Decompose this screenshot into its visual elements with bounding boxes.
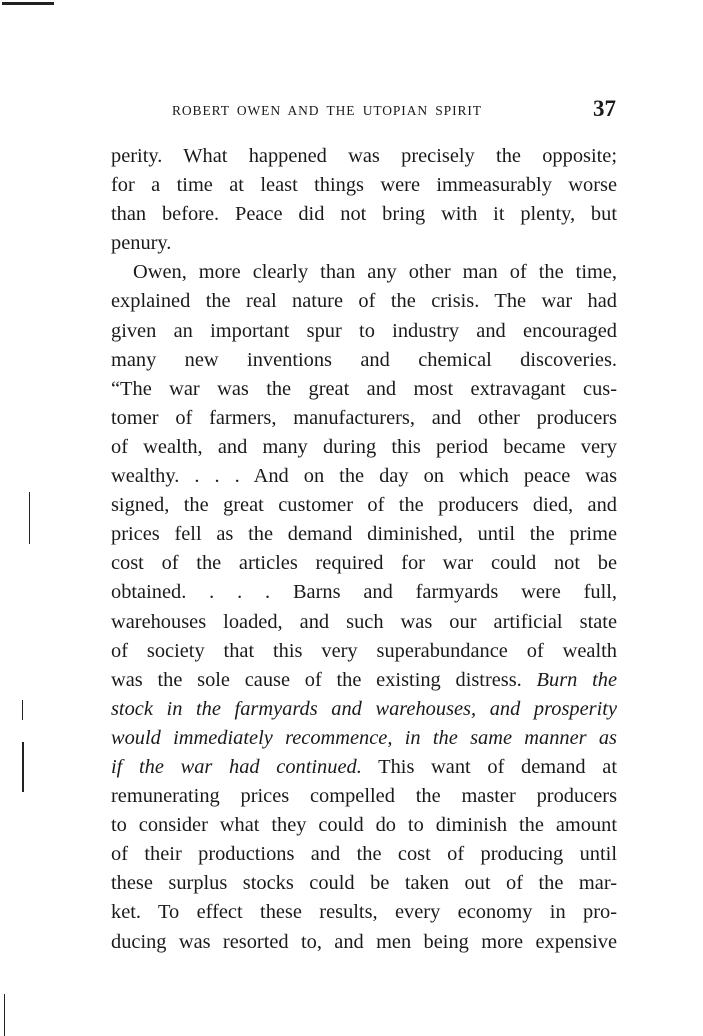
text-line: to consider what they could do to diminish the amount xyxy=(111,814,617,837)
text-line: cost of the articles required for war could not be xyxy=(111,552,617,575)
roman-text: This want of demand at xyxy=(378,755,617,778)
text-line: warehouses loaded, and such was our artificial state xyxy=(111,610,617,633)
scan-mark-bottom-left xyxy=(4,994,5,1036)
italic-text: if the war had continued. xyxy=(111,755,362,778)
text-line: perity. What happened was precisely the opposite; xyxy=(111,145,617,167)
italic-line: stock in the farmyards and warehouses, and prosperity xyxy=(111,697,617,720)
scan-mark-top-left xyxy=(2,2,54,5)
text-line: remunerating prices compelled the master producers xyxy=(111,785,617,808)
mixed-style-line xyxy=(111,666,617,695)
body-text xyxy=(111,142,617,957)
text-line: of their productions and the cost of producing until xyxy=(111,843,617,866)
paragraph-start-line: Owen, more clearly than any other man of the time, xyxy=(133,261,617,284)
mixed-style-line xyxy=(111,753,617,782)
scan-mark-left-margin-1 xyxy=(29,492,30,544)
text-line: signed, the great customer of the producers died, and xyxy=(111,494,617,517)
text-line: many new inventions and chemical discoveries. xyxy=(111,348,617,371)
text-line: ducing was resorted to, and men being more expensive xyxy=(111,930,617,953)
running-title: ROBERT OWEN AND THE UTOPIAN SPIRIT xyxy=(172,103,482,118)
scan-mark-left-margin-3 xyxy=(22,742,24,792)
italic-text: Burn the xyxy=(536,668,617,691)
page-number: 37 xyxy=(593,96,616,121)
text-line: than before. Peace did not bring with it plenty, but xyxy=(111,203,617,226)
text-line: wealthy. . . . And on the day on which peace was xyxy=(111,465,617,488)
text-line: of wealth, and many during this period became very xyxy=(111,435,617,458)
text-line: “The war was the great and most extravagant cus- xyxy=(111,377,617,400)
italic-line: would immediately recommence, in the same manner as xyxy=(111,726,617,749)
text-line: tomer of farmers, manufacturers, and other producers xyxy=(111,406,617,429)
scan-mark-left-margin-2 xyxy=(22,700,23,720)
roman-text: was the sole cause of the existing distress. xyxy=(111,668,522,691)
text-line: explained the real nature of the crisis. The war had xyxy=(111,290,617,313)
text-line: obtained. . . . Barns and farmyards were full, xyxy=(111,581,617,604)
text-line: for a time at least things were immeasurably worse xyxy=(111,174,617,197)
text-line: given an important spur to industry and encouraged xyxy=(111,319,617,342)
text-line: prices fell as the demand diminished, until the prime xyxy=(111,523,617,546)
text-line: these surplus stocks could be taken out of the mar- xyxy=(111,872,617,895)
text-line: ket. To effect these results, every economy in pro- xyxy=(111,901,617,924)
text-line: of society that this very superabundance of wealth xyxy=(111,639,617,662)
page-header xyxy=(172,96,618,126)
paragraph-end-line: penury. xyxy=(111,232,172,255)
